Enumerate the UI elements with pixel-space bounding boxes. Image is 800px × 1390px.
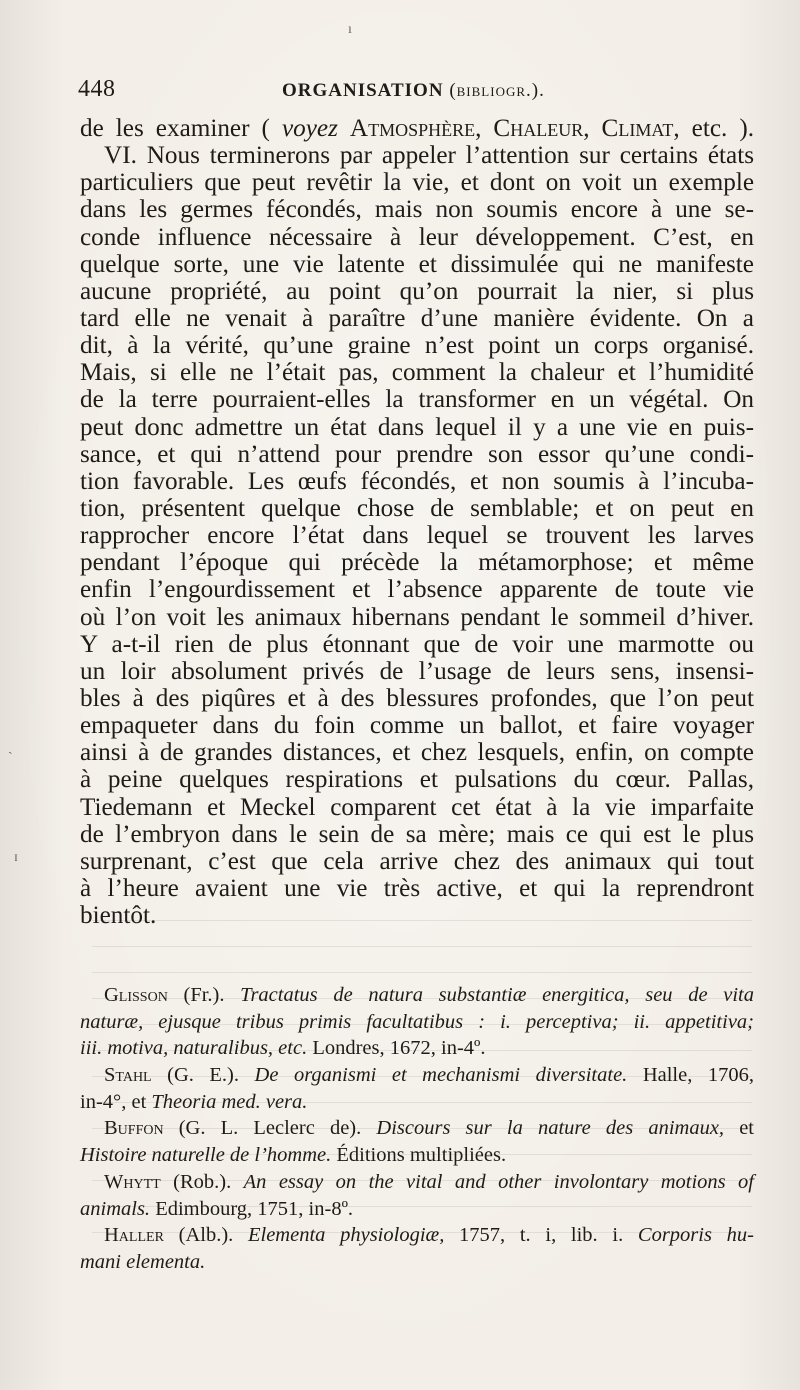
bib-title: naturæ, ejusque tribus primis facultatibus : i. perceptiva; ii. appetitiva; [80,1010,754,1033]
page-header [78,76,678,110]
page-number: 448 [78,76,116,102]
bib-title: An essay on the vital and other involontary motions of [243,1170,755,1193]
paper-speck: ɪ [14,850,18,865]
bib-title: Theoria med. vera. [151,1090,308,1113]
bibliography-line [80,982,754,1009]
body-line: particuliers que peut revêtir la vie, et dont on voit un exemple [80,169,754,197]
body-line: Y a-t-il rien de plus étonnant que de voir une marmotte ou [80,630,754,658]
body-line: pendant l’époque qui précède la métamorphose; et même [80,549,754,577]
running-head [282,80,545,102]
body-line: peut donc admettre un état dans lequel il y a une vie en puis- [80,413,754,441]
bibliography-line [80,1035,754,1062]
bib-author: Haller [104,1224,164,1247]
bib-text: Edimbourg, 1751, in-8º. [150,1197,354,1220]
body-line: à l’heure avaient une vie très active, et qui la reprendront [80,874,754,902]
bib-author: Stahl [104,1064,152,1087]
body-line: Tiedemann et Meckel comparent cet état à la vie imparfaite [80,793,754,821]
body-line: tion, présentent quelque chose de semblable; et on peut en [80,494,754,522]
body-line: dans les germes fécondés, mais non soumis encore à une se- [80,196,754,224]
body-paragraphs [80,115,754,929]
body-line: enfin l’engourdissement et l’absence apparente de toute vie [80,576,754,604]
bib-text: (Rob.). [160,1170,244,1193]
body-line: de l’embryon dans le sein de sa mère; mais ce qui est le plus [80,820,754,848]
bib-title: Corporis hu- [637,1224,754,1247]
bib-author: Whytt [104,1170,161,1193]
bibliography [80,982,754,1276]
body-line-smallcaps: Atmosphère, Chaleur, Climat, [349,115,680,142]
body-line: dit, à la vérité, qu’une graine n’est point un corps organisé. [80,332,754,360]
bib-title: Elementa physiologiæ, [247,1224,445,1247]
bib-title: Discours sur la nature des animaux, [376,1117,725,1140]
body-line: tard elle ne venait à paraître d’une manière évidente. On a [80,304,754,332]
bib-title: animals. [80,1197,151,1220]
body-line-italic: voyez [281,115,338,142]
bib-author: Buffon [104,1117,164,1140]
body-line: surprenant, c’est que cela arrive chez des animaux qui tout [80,847,754,875]
body-line: aucune propriété, au point qu’on pourrait la nier, si plus [80,277,754,305]
bib-text: (G. L. Leclerc de). [163,1117,377,1140]
bib-text: 1757, t. i, lib. i. [444,1224,638,1247]
body-line: de les examiner ( voyez Atmosphère, Chaleur, Climat, etc. ). [80,115,755,142]
running-head-title: ORGANISATION [282,80,444,101]
body-line: bles à des piqûres et à des blessures profondes, que l’on peut [80,684,754,712]
body-line: bientôt. [80,902,157,930]
bibliography-line [80,1062,754,1089]
bib-title: Histoire naturelle de l’homme. [80,1144,332,1167]
bibliography-line [80,1089,754,1116]
bib-text: (G. E.). [151,1064,255,1087]
body-line: rapprocher encore l’état dans lequel se trouvent les larves [80,522,754,550]
body-line: un loir absolument privés de l’usage de leurs sens, insensi- [80,657,754,685]
body-line: de la terre pourraient-elles la transformer en un végétal. On [80,386,754,414]
body-line: tion favorable. Les œufs fécondés, et non soumis à l’incuba- [80,467,754,495]
bib-text: Éditions multipliées. [331,1144,507,1167]
bibliography-line [80,1222,754,1249]
bib-title: De organismi et mechanismi diversitate. [254,1064,628,1087]
body-line: empaqueter dans du foin comme un ballot, et faire voyager [80,712,754,740]
body-line: à peine quelques respirations et pulsations du cœur. Pallas, [80,766,754,794]
bibliography-line [80,1009,754,1036]
bib-text: et [724,1117,754,1140]
body-line: sance, et qui n’attend pour prendre son essor qu’une condi- [80,440,754,468]
bib-text: Londres, 1672, in-4º. [307,1037,486,1060]
body-line: VI. Nous terminerons par appeler l’attention sur certains états [104,142,754,170]
paper-speck: ˏ [8,740,13,755]
bibliography-line [80,1169,754,1196]
bibliography-line [80,1142,754,1169]
bibliography-line [80,1249,754,1276]
paper-speck: ı [348,22,352,37]
bib-text: (Alb.). [163,1224,248,1247]
body-line: quelque sorte, une vie latente et dissimulée qui ne manifeste [80,250,754,278]
bib-text: in-4°, et [80,1090,152,1113]
bib-text: Halle, 1706, [627,1064,754,1087]
body-line: Mais, si elle ne l’était pas, comment la chaleur et l’humidité [80,359,754,387]
bib-text: (Fr.). [167,984,241,1006]
bibliography-line [80,1196,754,1223]
bibliography-line [80,1115,754,1142]
body-line: où l’on voit les animaux hibernans pendant le sommeil d’hiver. [80,603,754,631]
body-line: conde influence nécessaire à leur développement. C’est, en [80,223,754,251]
body-line: ainsi à de grandes distances, et chez lesquels, enfin, on compte [80,739,754,767]
bib-author: Glisson [104,984,168,1006]
running-head-suffix: (bibliogr.). [449,80,545,101]
bib-title: Tractatus de natura substantiæ energitica, seu de vita [240,984,754,1006]
bib-title: mani elementa. [80,1250,206,1273]
bib-title: iii. motiva, naturalibus, etc. [80,1037,308,1060]
